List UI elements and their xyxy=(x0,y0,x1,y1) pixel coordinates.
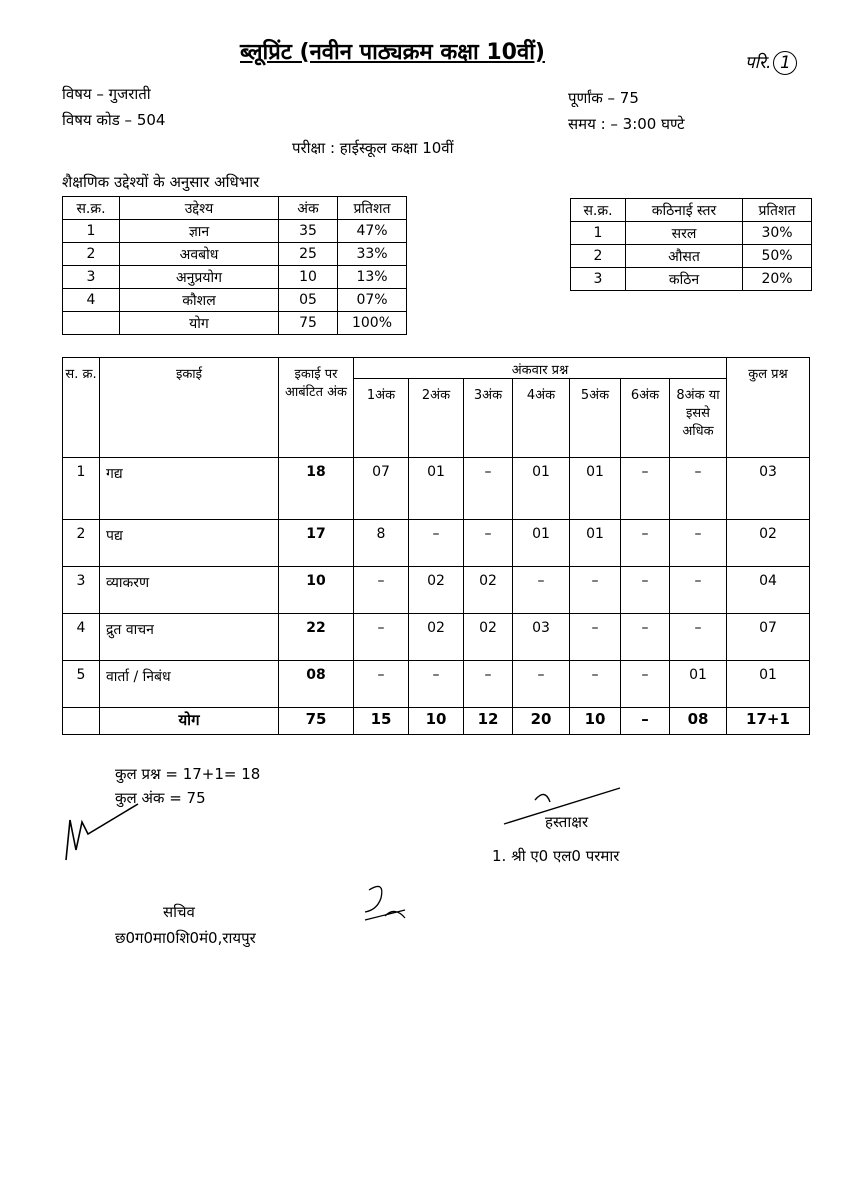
table-row-total xyxy=(63,708,810,735)
objectives-table xyxy=(62,196,407,335)
page-title: ब्लूप्रिंट (नवीन पाठ्यक्रम कक्षा 10वीं) xyxy=(240,40,545,65)
exam-name: परीक्षा : हाईस्कूल कक्षा 10वीं xyxy=(292,139,454,157)
cell: – xyxy=(621,567,670,614)
subheader-cell: 5अंक xyxy=(570,379,621,458)
full-marks: पूर्णांक – 75 xyxy=(568,89,639,107)
table-header-row xyxy=(571,199,812,222)
cell: 05 xyxy=(279,289,338,312)
cell: अनुप्रयोग xyxy=(120,266,279,289)
cell: 35 xyxy=(279,220,338,243)
cell: 02 xyxy=(409,614,464,661)
cell: 17+1 xyxy=(727,708,810,735)
cell: 3 xyxy=(63,266,120,289)
header-sno: स. क्र. xyxy=(63,358,100,458)
cell: 10 xyxy=(279,266,338,289)
cell: 75 xyxy=(279,312,338,335)
cell: 07% xyxy=(338,289,407,312)
cell: – xyxy=(621,520,670,567)
cell: 07 xyxy=(354,458,409,520)
subject-code: विषय कोड – 504 xyxy=(62,111,166,129)
difficulty-table xyxy=(570,198,812,291)
cell: 75 xyxy=(279,708,354,735)
cell: 20 xyxy=(513,708,570,735)
table-row xyxy=(63,458,810,520)
subject: विषय – गुजराती xyxy=(62,85,151,103)
cell: वार्ता / निबंध xyxy=(100,661,279,708)
table-header-row xyxy=(63,197,407,220)
cell: 1 xyxy=(571,222,626,245)
cell: 3 xyxy=(571,268,626,291)
header-cell: अंक xyxy=(279,197,338,220)
header-cell: उद्देश्य xyxy=(120,197,279,220)
header-group: अंकवार प्रश्न xyxy=(354,358,727,379)
header-unit-marks: इकाई पर आबंटित अंक xyxy=(279,358,354,458)
cell: 01 xyxy=(570,458,621,520)
cell: 10 xyxy=(409,708,464,735)
table-row xyxy=(63,520,810,567)
cell: 13% xyxy=(338,266,407,289)
table-row xyxy=(63,243,407,266)
cell: पद्य xyxy=(100,520,279,567)
cell: – xyxy=(670,567,727,614)
cell: – xyxy=(570,661,621,708)
cell: 10 xyxy=(279,567,354,614)
table-row xyxy=(571,222,812,245)
subheader-cell: 1अंक xyxy=(354,379,409,458)
header-cell: स.क्र. xyxy=(63,197,120,220)
cell: कौशल xyxy=(120,289,279,312)
subheader-cell: 8अंक या इससे अधिक xyxy=(670,379,727,458)
cell: 01 xyxy=(670,661,727,708)
sign-label: हस्ताक्षर xyxy=(545,813,589,831)
cell: औसत xyxy=(626,245,743,268)
cell: – xyxy=(621,661,670,708)
cell: 33% xyxy=(338,243,407,266)
cell: 1 xyxy=(63,458,100,520)
cell: अवबोध xyxy=(120,243,279,266)
total-marks: कुल अंक = 75 xyxy=(115,789,206,807)
cell: 4 xyxy=(63,614,100,661)
cell: – xyxy=(354,614,409,661)
cell: 01 xyxy=(409,458,464,520)
cell: व्याकरण xyxy=(100,567,279,614)
table-row xyxy=(63,266,407,289)
cell: 3 xyxy=(63,567,100,614)
signature-initials-icon xyxy=(355,880,425,930)
cell: – xyxy=(409,520,464,567)
header-cell: प्रतिशत xyxy=(743,199,812,222)
header-cell: कठिनाई स्तर xyxy=(626,199,743,222)
table-row xyxy=(63,289,407,312)
cell: 01 xyxy=(513,520,570,567)
cell: – xyxy=(354,567,409,614)
cell: 25 xyxy=(279,243,338,266)
cell: योग xyxy=(100,708,279,735)
cell: 30% xyxy=(743,222,812,245)
subheader-cell: 3अंक xyxy=(464,379,513,458)
table-row xyxy=(571,245,812,268)
cell: 03 xyxy=(513,614,570,661)
subheader-cell: 2अंक xyxy=(409,379,464,458)
page-mark-prefix: परि. xyxy=(745,53,772,73)
cell: – xyxy=(670,458,727,520)
cell: – xyxy=(464,520,513,567)
section-heading: शैक्षणिक उद्देश्यों के अनुसार अधिभार xyxy=(62,173,260,191)
cell: 5 xyxy=(63,661,100,708)
subheader-cell: 4अंक xyxy=(513,379,570,458)
cell xyxy=(63,312,120,335)
board-name: छ0ग0मा0शि0मं0,रायपुर xyxy=(115,929,256,947)
exam-time: समय : – 3:00 घण्टे xyxy=(568,115,685,133)
cell: 01 xyxy=(570,520,621,567)
cell: 100% xyxy=(338,312,407,335)
table-row xyxy=(571,268,812,291)
table-header-row xyxy=(63,358,810,379)
cell: – xyxy=(670,614,727,661)
table-row xyxy=(63,661,810,708)
cell: कठिन xyxy=(626,268,743,291)
cell: 02 xyxy=(464,614,513,661)
cell: 08 xyxy=(279,661,354,708)
signature-left-icon xyxy=(58,800,148,870)
subheader-cell: 6अंक xyxy=(621,379,670,458)
cell: 07 xyxy=(727,614,810,661)
header-cell: प्रतिशत xyxy=(338,197,407,220)
cell: 2 xyxy=(571,245,626,268)
table-row xyxy=(63,614,810,661)
page-mark xyxy=(745,50,797,75)
cell: – xyxy=(354,661,409,708)
cell: – xyxy=(409,661,464,708)
cell xyxy=(63,708,100,735)
cell: 47% xyxy=(338,220,407,243)
cell: 4 xyxy=(63,289,120,312)
cell: गद्य xyxy=(100,458,279,520)
cell: 01 xyxy=(727,661,810,708)
cell: योग xyxy=(120,312,279,335)
cell: 1 xyxy=(63,220,120,243)
cell: 15 xyxy=(354,708,409,735)
total-questions: कुल प्रश्न = 17+1= 18 xyxy=(115,765,261,783)
cell: – xyxy=(464,661,513,708)
cell: 02 xyxy=(464,567,513,614)
cell: 02 xyxy=(727,520,810,567)
cell: – xyxy=(570,614,621,661)
cell: 08 xyxy=(670,708,727,735)
page-mark-number: 1 xyxy=(773,51,797,75)
cell: 10 xyxy=(570,708,621,735)
cell: 20% xyxy=(743,268,812,291)
cell: 50% xyxy=(743,245,812,268)
table-row xyxy=(63,220,407,243)
cell: सरल xyxy=(626,222,743,245)
header-unit: इकाई xyxy=(100,358,279,458)
table-row xyxy=(63,567,810,614)
cell: 04 xyxy=(727,567,810,614)
cell: 03 xyxy=(727,458,810,520)
cell: – xyxy=(464,458,513,520)
units-table xyxy=(62,357,810,735)
cell: 22 xyxy=(279,614,354,661)
signatory-name: 1. श्री ए0 एल0 परमार xyxy=(492,847,620,865)
cell: ज्ञान xyxy=(120,220,279,243)
cell: 2 xyxy=(63,520,100,567)
cell: – xyxy=(670,520,727,567)
header-cell: स.क्र. xyxy=(571,199,626,222)
cell: 8 xyxy=(354,520,409,567)
cell: – xyxy=(621,614,670,661)
cell: – xyxy=(513,661,570,708)
cell: – xyxy=(513,567,570,614)
cell: 2 xyxy=(63,243,120,266)
cell: – xyxy=(570,567,621,614)
header-total: कुल प्रश्न xyxy=(727,358,810,458)
cell: – xyxy=(621,458,670,520)
cell: 12 xyxy=(464,708,513,735)
secretary-label: सचिव xyxy=(163,903,195,921)
cell: 01 xyxy=(513,458,570,520)
cell: 02 xyxy=(409,567,464,614)
cell: द्रुत वाचन xyxy=(100,614,279,661)
cell: – xyxy=(621,708,670,735)
cell: 17 xyxy=(279,520,354,567)
cell: 18 xyxy=(279,458,354,520)
table-row-total xyxy=(63,312,407,335)
